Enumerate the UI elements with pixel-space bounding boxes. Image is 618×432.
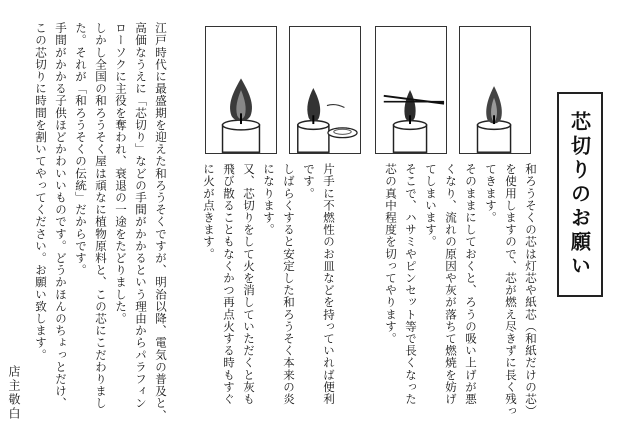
candle-dish-icon (290, 27, 360, 153)
instruction-text-middle: 片手に不燃性のお皿などを持っていれば便利 です。 しばらくすると安定した和ろうそく本来の炎 になります。 又、芯切りをして火を消していただくと灰も 飛び散ることもなくかつ再点火する時もすぐ に火が点きます。 (202, 163, 336, 405)
signature: 店主敬白 (7, 365, 21, 421)
illustration-panel-2 (375, 26, 447, 154)
candle-large-flame-icon (206, 27, 276, 153)
candle-tall-flame-icon (460, 27, 530, 153)
history-text: 江戸時代に最盛期を迎えた和ろうそくですが、明治以降、電気の普及と、 高価なうえに「芯切り」などの手間がかかるという理由からパラフィン ローソクに主役を奪われ、衰退の一途をたどりました。 しかし全国の和ろうそく屋は頑なに植物原料と、この芯にこだわりまし た。それが「和ろうそくの伝統」だからです。 手間がかかる子供ほどかわいいものです。どうかほんのちょっとだけ、 この芯切りに時間を割いてやってください。お願い致します。 (34, 22, 168, 422)
candle-cutting-wick-icon (376, 27, 446, 153)
instruction-text-right: 和ろうそくの芯は灯芯や紙芯（和紙だけの芯） を使用しますので、芯が燃え尽きずに長く残っ てきます。 そのままにしておくと、ろうの吸い上げが悪 くなり、流れの原因や灰が落ちて燃焼を妨げ てしまいます。 そこで、ハサミやピンセット等で長くなった 芯の真中程度を切ってやります。 (384, 163, 538, 418)
illustration-panel-4 (205, 26, 277, 154)
illustration-panel-3 (289, 26, 361, 154)
page-title: 芯切りのお願い (567, 110, 592, 279)
illustration-panel-1 (459, 26, 531, 154)
title-box (557, 92, 603, 297)
